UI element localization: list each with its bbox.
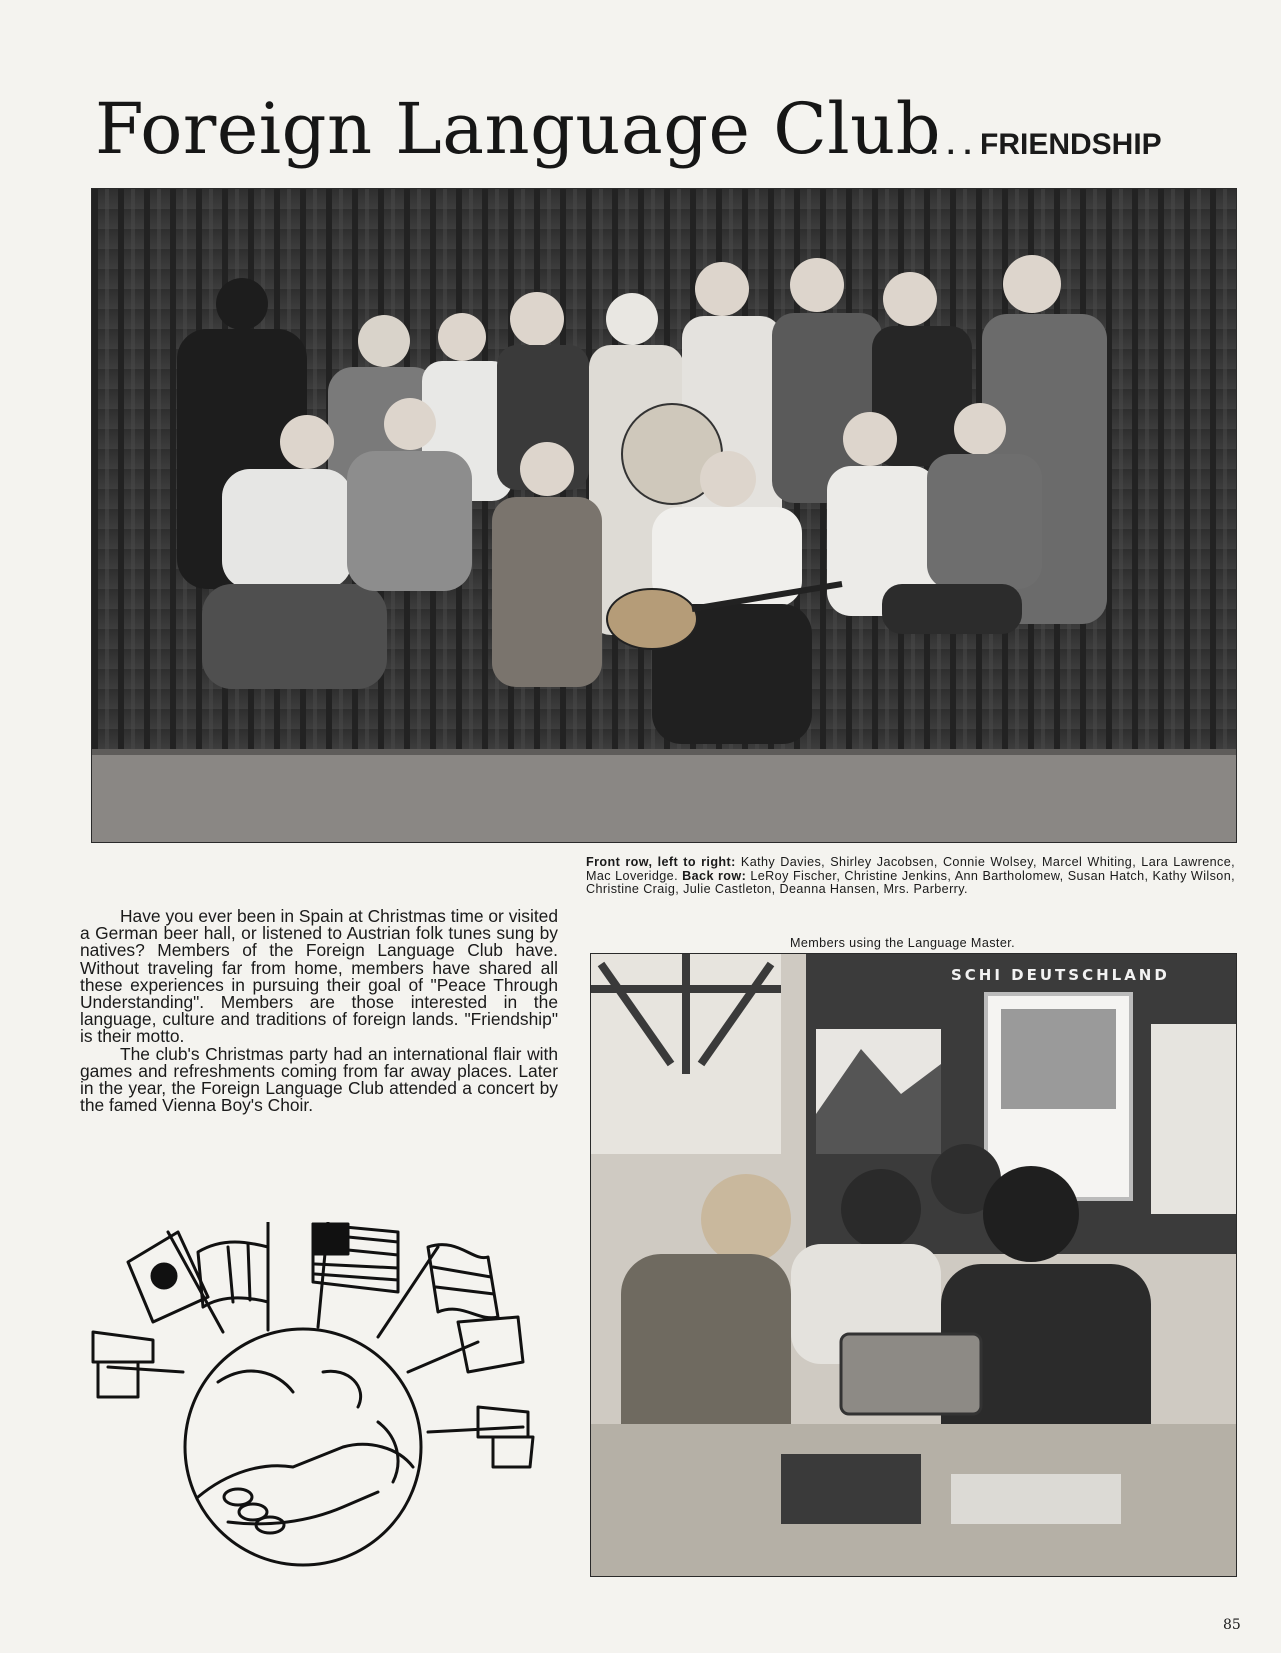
page-number: 85 [1223,1617,1241,1633]
group-photo-caption [586,856,1235,897]
page-title: Foreign Language Club [95,88,942,170]
caption-back-label: Back row: [682,868,747,883]
language-master-photo [590,953,1237,1577]
club-group-photo [91,188,1237,843]
article-body [80,908,558,1114]
language-master-caption: Members using the Language Master. [790,936,1016,950]
flag-icon [428,1245,498,1318]
article-paragraph: Have you ever been in Spain at Christmas time or visited a German beer hall, or listened to Austrian folk tunes sung by natives? Members of the Foreign Language Club have. Without traveling far from home, members have shared all these experiences in pursuing their goal of "Peace Through Understanding". Members are those interested in the language, culture and traditions of foreign lands. "Friendship" is their motto. [80,906,558,1047]
article-paragraph: The club's Christmas party had an international flair with games and refreshments coming from far away places. Later in the year, the Foreign Language Club attended a concert by the famed Vienna Boy's Choir. [80,1043,558,1116]
poster-sign-text: SCHI DEUTSCHLAND [951,966,1170,984]
caption-front-label: Front row, left to right: [586,855,736,869]
ussr-flag-icon [458,1317,523,1372]
caption-back-names: LeRoy Fischer, Christine Jenkins, Ann Bartholomew, Susan Hatch, Kathy Wilson, Christine Craig, Julie Castleton, Deanna Hansen, Mrs. Parberry. [586,868,1236,897]
caption-front-names: Kathy Davies, Shirley Jacobsen, Connie Wolsey, Marcel Whiting, Lara Lawrence, Mac Loveridge. [586,855,1235,883]
page-subtitle: . . . FRIENDSHIP [930,128,1162,161]
friendship-globe-drawing [78,1222,558,1567]
